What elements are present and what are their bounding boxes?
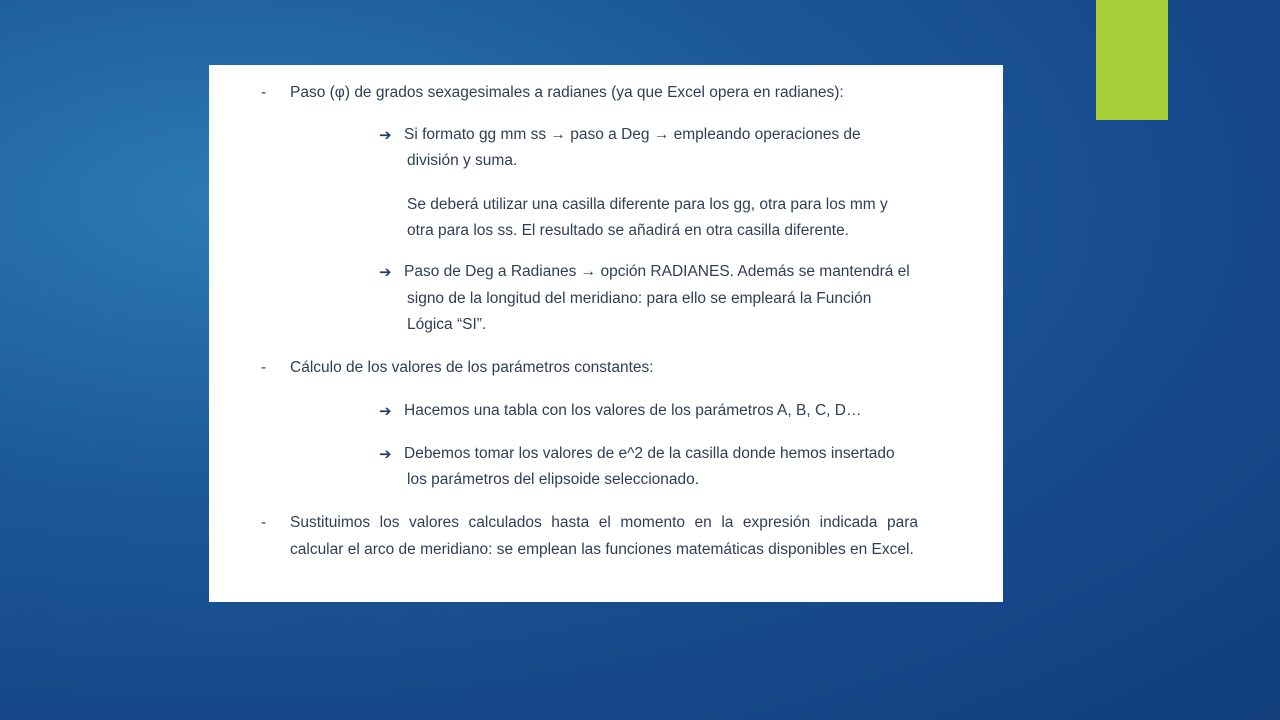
bullet-dash: - [261, 359, 267, 376]
section1-item2-line1: Paso de Deg a Radianes → opción RADIANES. Además se mantendrá el [404, 263, 910, 280]
accent-bar [1096, 0, 1168, 120]
document-image [209, 65, 1003, 602]
arrow-icon: ➔ [379, 264, 392, 281]
bullet-dash: - [261, 84, 267, 101]
section2-item2-line1: Debemos tomar los valores de e^2 de la casilla donde hemos insertado [404, 445, 895, 462]
section1-para-line2: otra para los ss. El resultado se añadirá en otra casilla diferente. [407, 222, 849, 239]
section1-item1-line1: Si formato gg mm ss → paso a Deg → empleando operaciones de [404, 126, 861, 143]
section1-heading: Paso (φ) de grados sexagesimales a radianes (ya que Excel opera en radianes): [290, 84, 844, 101]
section1-item1-line2: división y suma. [407, 152, 518, 169]
arrow-icon: ➔ [379, 127, 392, 144]
section2-item2-line2: los parámetros del elipsoide seleccionado. [407, 471, 700, 488]
arrow-icon: ➔ [379, 446, 392, 463]
section2-item1-line1: Hacemos una tabla con los valores de los parámetros A, B, C, D… [404, 402, 862, 419]
arrow-icon: ➔ [379, 403, 392, 420]
section3-paragraph: Sustituimos los valores calculados hasta el momento en la expresión indicada para calcular el arco de meridiano: se emplean las funciones matemáticas disponibles en Excel. [290, 514, 918, 558]
bullet-dash: - [261, 514, 267, 531]
section1-item2-line2: signo de la longitud del meridiano: para ello se empleará la Función [407, 290, 872, 307]
section2-heading: Cálculo de los valores de los parámetros constantes: [290, 359, 654, 376]
section1-para-line1: Se deberá utilizar una casilla diferente para los gg, otra para los mm y [407, 196, 888, 213]
section1-item2-line3: Lógica “SI”. [407, 316, 487, 333]
